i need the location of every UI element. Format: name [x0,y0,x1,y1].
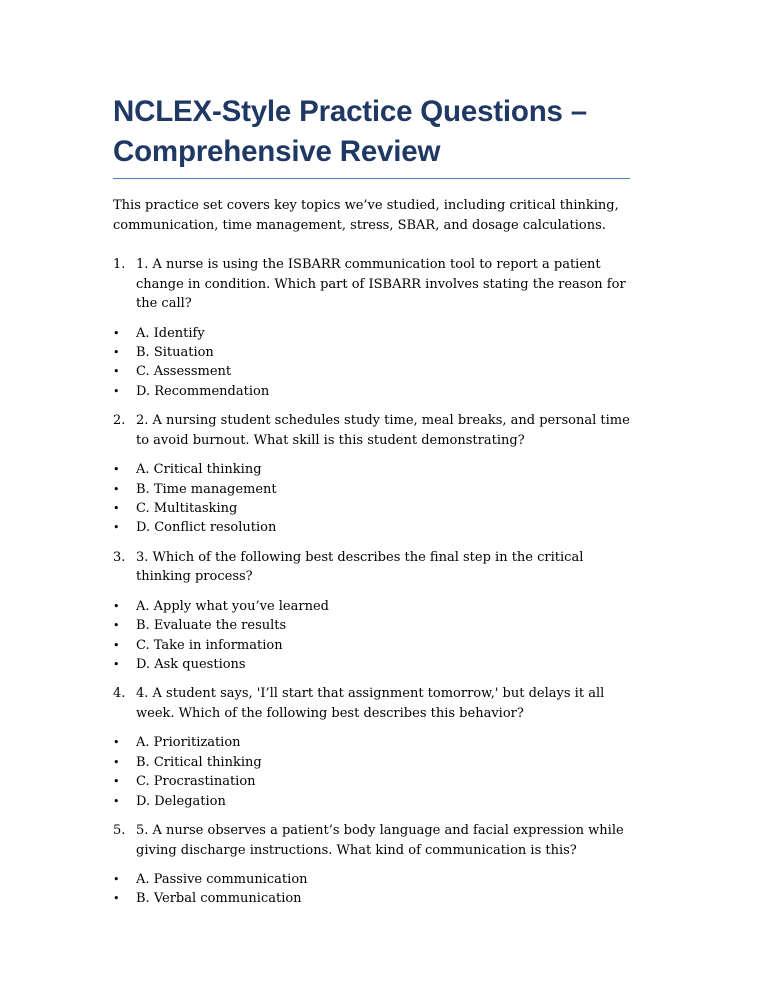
list-item [113,324,630,343]
bullet-icon: • [113,794,120,808]
list-item [113,636,630,655]
list-item [113,518,630,537]
list-item [113,616,630,635]
intro-paragraph: This practice set covers key topics we’ve studied, including critical thinking, communication, time management, stress, SBAR, and dosage calculations. [113,198,619,233]
option-list [113,733,630,811]
question-1 [113,255,630,314]
option-text: A. Critical thinking [136,462,262,478]
bullet-icon: • [113,892,120,906]
option-text: C. Multitasking [136,500,238,516]
question-4 [113,684,630,723]
question-text: 5. A nurse observes a patient’s body language and facial expression while giving discharge instructions. What kind of communication is this? [136,823,624,858]
bullet-icon: • [113,501,120,515]
question-list [113,255,630,909]
list-item [113,870,630,889]
option-list [113,324,630,402]
list-item [113,382,630,401]
bullet-icon: • [113,775,120,789]
option-text: A. Passive communication [136,872,308,887]
option-text: B. Verbal communication [136,891,302,907]
list-item [113,753,630,772]
option-list [113,597,630,675]
list-item [113,362,630,381]
list-item [113,733,630,752]
question-text: 3. Which of the following best describes the final step in the critical thinking process? [136,549,584,585]
option-text: A. Apply what you’ve learned [136,598,329,614]
question-number: 3. [113,549,126,565]
list-item [113,460,630,479]
page-title: NCLEX-Style Practice Questions – Comprehensive Review [113,92,630,179]
question-5 [113,821,630,860]
option-text: D. Delegation [136,793,226,809]
option-text: A. Identify [136,325,205,341]
option-text: C. Procrastination [136,774,256,790]
question-text: 1. A nurse is using the ISBARR communication tool to report a patient change in condition. Which part of ISBARR involves stating the reason for the call? [136,257,626,311]
question-number: 2. [113,413,126,429]
list-item [113,343,630,362]
bullet-icon: • [113,463,120,477]
bullet-icon: • [113,619,120,633]
list-item [113,889,630,908]
option-list [113,460,630,538]
option-text: C. Take in information [136,637,283,653]
question-number: 1. [113,257,126,272]
option-text: B. Time management [136,481,277,497]
bullet-icon: • [113,384,120,398]
bullet-icon: • [113,482,120,496]
list-item [113,772,630,791]
option-text: D. Recommendation [136,383,270,399]
list-item [113,480,630,499]
list-item [113,792,630,811]
option-text: D. Ask questions [136,656,246,672]
option-text: D. Conflict resolution [136,520,277,536]
bullet-icon: • [113,345,120,359]
question-number: 5. [113,823,126,838]
bullet-icon: • [113,521,120,535]
list-item [113,655,630,674]
list-item [113,499,630,518]
list-item [113,597,630,616]
bullet-icon: • [113,657,120,671]
option-text: B. Evaluate the results [136,618,287,634]
option-text: B. Situation [136,344,214,360]
bullet-icon: • [113,365,120,379]
option-text: B. Critical thinking [136,754,262,770]
question-3 [113,548,630,587]
option-text: A. Prioritization [136,735,241,751]
question-2 [113,411,630,450]
bullet-icon: • [113,755,120,769]
question-text: 2. A nursing student schedules study time, meal breaks, and personal time to avoid burnout. What skill is this student demonstrating? [136,413,630,448]
question-number: 4. [113,686,126,702]
bullet-icon: • [113,599,120,613]
option-text: C. Assessment [136,364,232,380]
question-text: 4. A student says, 'I’ll start that assignment tomorrow,' but delays it all week. Which of the following best describes this behavior? [136,686,605,721]
document-page [113,92,630,919]
bullet-icon: • [113,736,120,750]
option-list [113,870,630,909]
bullet-icon: • [113,638,120,652]
bullet-icon: • [113,873,120,886]
bullet-icon: • [113,326,120,340]
